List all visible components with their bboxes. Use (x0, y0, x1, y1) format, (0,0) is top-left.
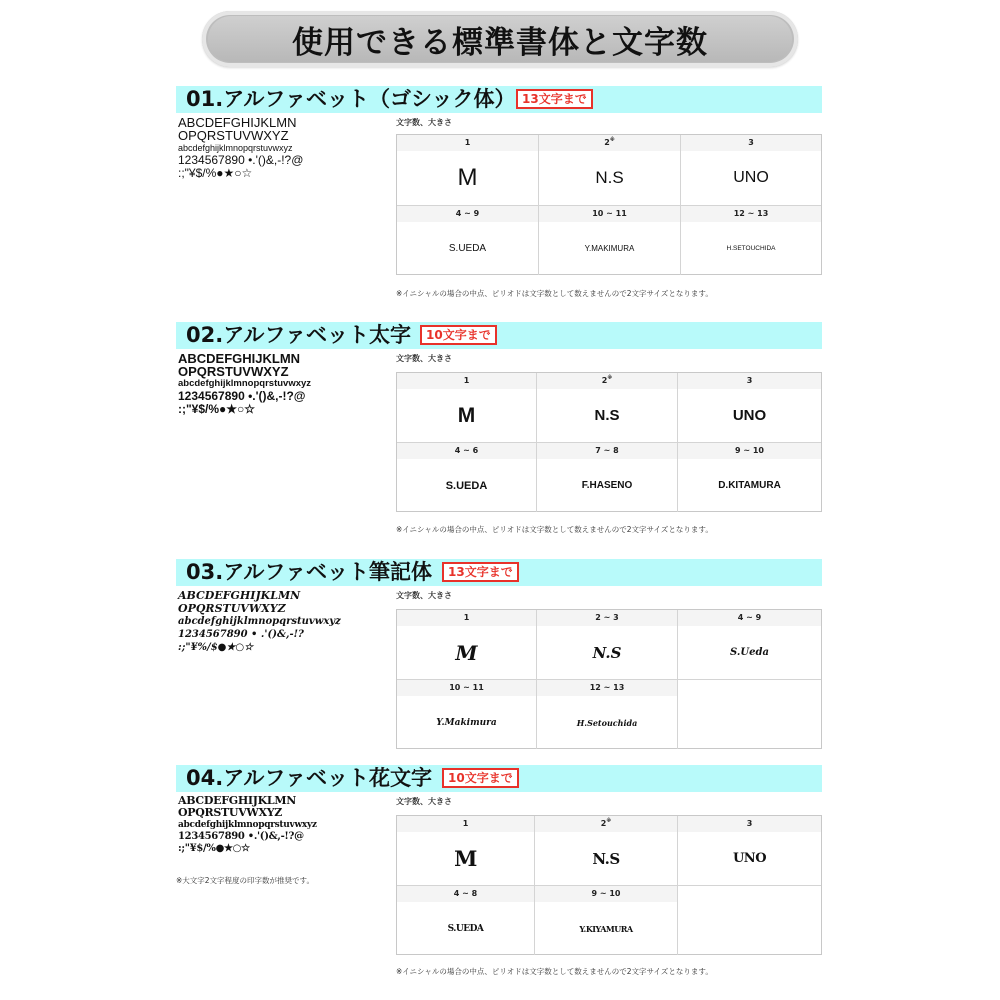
font-sample (178, 352, 378, 416)
cell-sample: S.Ueda (730, 647, 769, 658)
font-sample (178, 589, 378, 654)
size-table (396, 815, 822, 955)
cell-count: 9 ~ 10 (678, 443, 821, 459)
sample-line: ABCDEFGHIJKLMN (178, 351, 301, 366)
table-cell (537, 373, 678, 442)
sample-line: ABCDEFGHIJKLMN (178, 794, 296, 807)
cell-sample: Y.Makimura (436, 717, 497, 728)
table-cell (535, 816, 678, 885)
cell-sample: S.UEDA (445, 479, 488, 492)
section-header (176, 86, 822, 113)
table-cell (397, 680, 537, 749)
page-title-banner (202, 11, 798, 67)
cell-sample: M (457, 164, 478, 191)
section-title: 01.アルファベット（ゴシック体） (186, 87, 516, 111)
char-limit-badge: 13文字まで (442, 562, 519, 582)
cell-count: 4 ~ 9 (678, 610, 821, 626)
table-cell (397, 886, 535, 955)
table-cell (397, 373, 537, 442)
table-cell (539, 135, 681, 205)
font-section-gothic (176, 86, 822, 306)
cell-sample: UNO (733, 169, 769, 186)
table-cell (535, 886, 678, 955)
sample-line: abcdefghijklmnopqrstuvwxyz (178, 378, 312, 389)
section-header (176, 322, 822, 349)
table-row (397, 373, 821, 442)
cell-sample: N.S (594, 407, 620, 424)
cell-count: 12 ~ 13 (537, 680, 677, 696)
table-cell (539, 206, 681, 275)
cell-count: 4 ~ 6 (397, 443, 536, 459)
sample-line: :;"¥%/$●★○☆ (178, 642, 254, 653)
section-header (176, 765, 822, 792)
cell-count: 1 (397, 816, 534, 832)
char-limit-badge: 10文字まで (420, 325, 497, 345)
cell-count: 3 (678, 816, 821, 832)
cell-count: 4 ~ 9 (397, 206, 538, 222)
font-section-blackletter (176, 765, 822, 985)
size-table (396, 609, 822, 749)
sample-line: 1234567890 • .'()&,-!? (178, 629, 304, 640)
table-cell (397, 206, 539, 275)
sample-line: OPQRSTUVWXYZ (178, 128, 289, 143)
cell-count: 7 ~ 8 (537, 443, 677, 459)
cell-count: 2※ (537, 373, 677, 389)
sample-line: abcdefghijklmnopqrstuvwxyz (178, 616, 341, 627)
table-cell (678, 443, 821, 512)
size-label: 文字数、大きさ (396, 118, 452, 127)
table-row (397, 206, 821, 275)
table-cell (678, 610, 821, 679)
section-title: 03.アルファベット筆記体 (186, 560, 432, 584)
table-cell (397, 135, 539, 205)
footnote: ※イニシャルの場合の中点、ピリオドは文字数として数えませんので2文字サイズとなります。 (396, 525, 713, 534)
table-cell-empty (678, 886, 821, 955)
cell-sample: D.KITAMURA (718, 480, 781, 491)
section-title: 04.アルファベット花文字 (186, 766, 432, 790)
sample-line: :;"¥$/%●★○☆ (178, 402, 256, 416)
table-row (397, 135, 821, 205)
table-cell-empty (678, 680, 821, 749)
table-cell (397, 443, 537, 512)
table-row (397, 886, 821, 955)
cell-count: 2※ (535, 816, 677, 832)
cell-sample: N.S (592, 849, 620, 868)
size-label: 文字数、大きさ (396, 354, 452, 363)
cell-count: 2※ (539, 135, 680, 151)
table-cell (681, 206, 821, 275)
table-row (397, 816, 821, 885)
table-cell (537, 610, 678, 679)
cell-sample: Y.KIYAMURA (579, 923, 633, 934)
cell-count: 1 (397, 610, 536, 626)
cell-sample: H.SETOUCHIDA (726, 245, 776, 252)
cell-sample: UNO (732, 851, 767, 866)
sample-line: abcdefghijklmnopqrstuvwxyz (178, 143, 293, 153)
table-cell (397, 610, 537, 679)
cell-sample: S.UEDA (448, 243, 487, 254)
sample-line: 1234567890 •.'()&,-!?@ (178, 389, 306, 403)
sample-line: :;"¥$/%●★○☆ (178, 166, 253, 180)
table-row (397, 443, 821, 512)
cell-sample: UNO (732, 407, 767, 424)
sample-line: 1234567890 •.'()&,-!?@ (178, 153, 304, 167)
sample-line: :;"¥$/%●★○☆ (178, 843, 250, 854)
cell-count: 4 ~ 8 (397, 886, 534, 902)
size-table (396, 372, 822, 512)
sample-line: ABCDEFGHIJKLMN (178, 115, 297, 130)
table-cell (397, 816, 535, 885)
section-header (176, 559, 822, 586)
cell-count: 9 ~ 10 (535, 886, 677, 902)
size-table (396, 134, 822, 275)
footnote: ※イニシャルの場合の中点、ピリオドは文字数として数えませんので2文字サイズとなります。 (396, 289, 713, 298)
table-cell (678, 373, 821, 442)
char-limit-badge: 10文字まで (442, 768, 519, 788)
cell-sample: M (455, 640, 478, 665)
font-section-script (176, 559, 822, 754)
page-title: 使用できる標準書体と文字数 (208, 16, 792, 62)
sample-line: abcdefghijklmnopqrstuvwxyz (178, 820, 317, 830)
section-title: 02.アルファベット太字 (186, 323, 411, 347)
cell-count: 3 (681, 135, 821, 151)
sample-line: 1234567890 •.'()&,-!?@ (178, 831, 304, 842)
footnote: ※イニシャルの場合の中点、ピリオドは文字数として数えませんので2文字サイズとなります。 (396, 967, 713, 976)
cell-sample: N.S (592, 643, 622, 662)
font-section-bold (176, 322, 822, 542)
cell-count: 2 ~ 3 (537, 610, 677, 626)
cell-sample: M (454, 846, 477, 871)
cell-sample: Y.MAKIMURA (584, 244, 635, 253)
font-sample (178, 116, 378, 180)
sample-line: OPQRSTUVWXYZ (178, 806, 283, 819)
table-cell (537, 443, 678, 512)
cell-sample: F.HASENO (581, 480, 633, 491)
cell-count: 1 (397, 135, 538, 151)
cell-sample: M (457, 403, 476, 427)
cell-count: 12 ~ 13 (681, 206, 821, 222)
table-row (397, 680, 821, 749)
sample-note: ※大文字2文字程度の印字数が推奨です。 (176, 876, 314, 885)
cell-count: 1 (397, 373, 536, 389)
size-label: 文字数、大きさ (396, 591, 452, 600)
table-cell (678, 816, 821, 885)
cell-sample: N.S (595, 168, 624, 187)
cell-count: 10 ~ 11 (397, 680, 536, 696)
size-label: 文字数、大きさ (396, 797, 452, 806)
table-cell (537, 680, 678, 749)
cell-count: 3 (678, 373, 821, 389)
cell-count: 10 ~ 11 (539, 206, 680, 222)
sample-line: OPQRSTUVWXYZ (178, 602, 286, 615)
sample-line: ABCDEFGHIJKLMN (178, 589, 301, 602)
sample-line: OPQRSTUVWXYZ (178, 364, 289, 379)
table-row (397, 610, 821, 679)
char-limit-badge: 13文字まで (516, 89, 593, 109)
font-sample (178, 795, 378, 855)
cell-sample: H.Setouchida (576, 717, 638, 728)
table-cell (681, 135, 821, 205)
cell-sample: S.UEDA (447, 923, 484, 934)
